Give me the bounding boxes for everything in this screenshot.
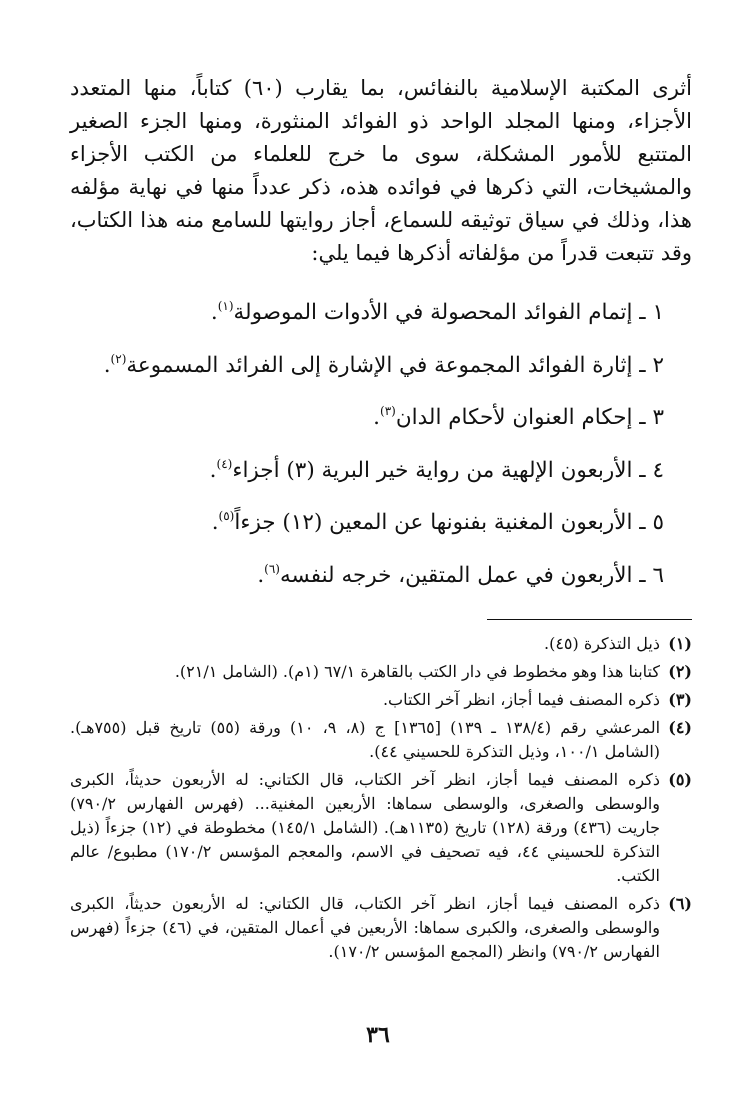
footnote-number: (٤) [668, 718, 692, 737]
footnote [70, 688, 692, 712]
footnote-ref: (٢) [110, 351, 127, 366]
footnote-ref: (٦) [264, 561, 280, 576]
footnote-ref: (٣) [380, 404, 396, 418]
work-end-punct: . [373, 405, 381, 430]
footnote-divider [487, 619, 692, 620]
work-end-punct: . [209, 457, 217, 483]
work-item [70, 490, 664, 543]
work-end-punct: . [210, 300, 218, 325]
intro-paragraph: أثرى المكتبة الإسلامية بالنفائس، بما يقارب (٦٠) كتاباً، منها المتعدد الأجزاء، ومنها المجلد الواحد ذو الفوائد المنثورة، ومنها الجزء الصغير المتتبع للأمور المشكلة، سوى ما خرج للعلماء من الكتب الأجزاء والمشيخات، التي ذكرها في فوائده هذه، ذكر عدداً منها في نهاية مؤلفه هذا، وذلك في سياق توثيقه للسماع، أجاز روايتها للسامع منه هذا الكتاب، وقد تتبعت قدراً من مؤلفاته أذكرها فيما يلي: [70, 76, 692, 265]
footnote-text: المرعشي رقم (١٣٨/٤ ـ ١٣٩) [١٣٦٥] ج (٨، ٩، ١٠) ورقة (٥٥) تاريخ قبل (٧٥٥هـ). (الشامل ١٠٠/١، وذيل التذكرة للحسيني ٤٤). [70, 718, 661, 761]
work-item [70, 280, 664, 333]
footnote-ref: (٥) [218, 509, 235, 523]
works-list [70, 280, 692, 595]
work-title: ٦ ـ الأربعون في عمل المتقين، خرجه لنفسه [279, 562, 664, 588]
work-item [70, 385, 664, 438]
work-title: ٢ ـ إثارة الفوائد المجموعة في الإشارة إلى الفرائد المسموعة [126, 352, 664, 378]
footnote-text: ذكره المصنف فيما أجاز، انظر آخر الكتاب. [382, 690, 660, 709]
footnote-number: (٦) [668, 894, 692, 913]
footnote-ref: (٤) [216, 456, 233, 471]
work-end-punct: . [257, 562, 265, 588]
work-title: ٤ ـ الأربعون الإلهية من رواية خير البرية (٣) أجزاء [232, 457, 664, 483]
footnote-text: كتابنا هذا وهو مخطوط في دار الكتب بالقاهرة ٦٧/١ (١م). (الشامل ٢١/١). [174, 662, 660, 681]
book-page [70, 72, 692, 968]
work-end-punct: . [103, 352, 111, 378]
footnote [70, 716, 692, 764]
work-title: ٣ ـ إحكام العنوان لأحكام الدان [395, 405, 664, 430]
work-item [70, 438, 664, 491]
footnote-number: (٣) [668, 690, 692, 709]
footnote-text: ذكره المصنف فيما أجاز، انظر آخر الكتاب، قال الكتاني: له الأربعون حديثاً، الكبرى والوسطى والصغرى، والوسطى سماها: الأربعين المغنية... (فهرس الفهارس ٧٩٠/٢) جاريت (٤٣٦) ورقة (١٢٨) تاريخ (١١٣٥هـ). (الشامل ١٤٥/١) مخطوطة في (١٢) جزءاً (ذيل التذكرة للحسيني ٤٤، فيه تصحيف في الاسم، والمعجم المؤسس ١٧٠/٢) مطبوع/ عالم الكتب. [70, 770, 660, 885]
footnote-number: (٥) [668, 770, 692, 789]
work-title: ٥ ـ الأربعون المغنية بفنونها عن المعين (١٢) جزءاً [234, 510, 664, 535]
work-end-punct: . [211, 510, 219, 535]
work-title: ١ ـ إتمام الفوائد المحصولة في الأدوات الموصولة [233, 300, 664, 325]
footnote-number: (٢) [668, 662, 692, 681]
footnote-text: ذكره المصنف فيما أجاز، انظر آخر الكتاب، قال الكتاني: له الأربعون حديثاً، الكبرى والوسطى والصغرى، والكبرى سماها: الأربعين في أعمال المتقين، في (٤٦) جزءاً (فهرس الفهارس ٧٩٠/٢) وانظر (المجمع المؤسس ١٧٠/٢). [70, 894, 660, 961]
work-item [70, 543, 664, 596]
footnote-ref: (١) [217, 299, 234, 313]
footnote [70, 892, 692, 964]
footnote-text: ذيل التذكرة (٤٥). [544, 634, 660, 653]
footnote [70, 632, 692, 656]
footnotes-list [70, 632, 692, 964]
footnote-number: (١) [668, 634, 692, 653]
work-item [70, 333, 664, 386]
page-number: ٣٦ [366, 1022, 390, 1048]
footnote [70, 768, 692, 888]
footnote [70, 660, 692, 684]
